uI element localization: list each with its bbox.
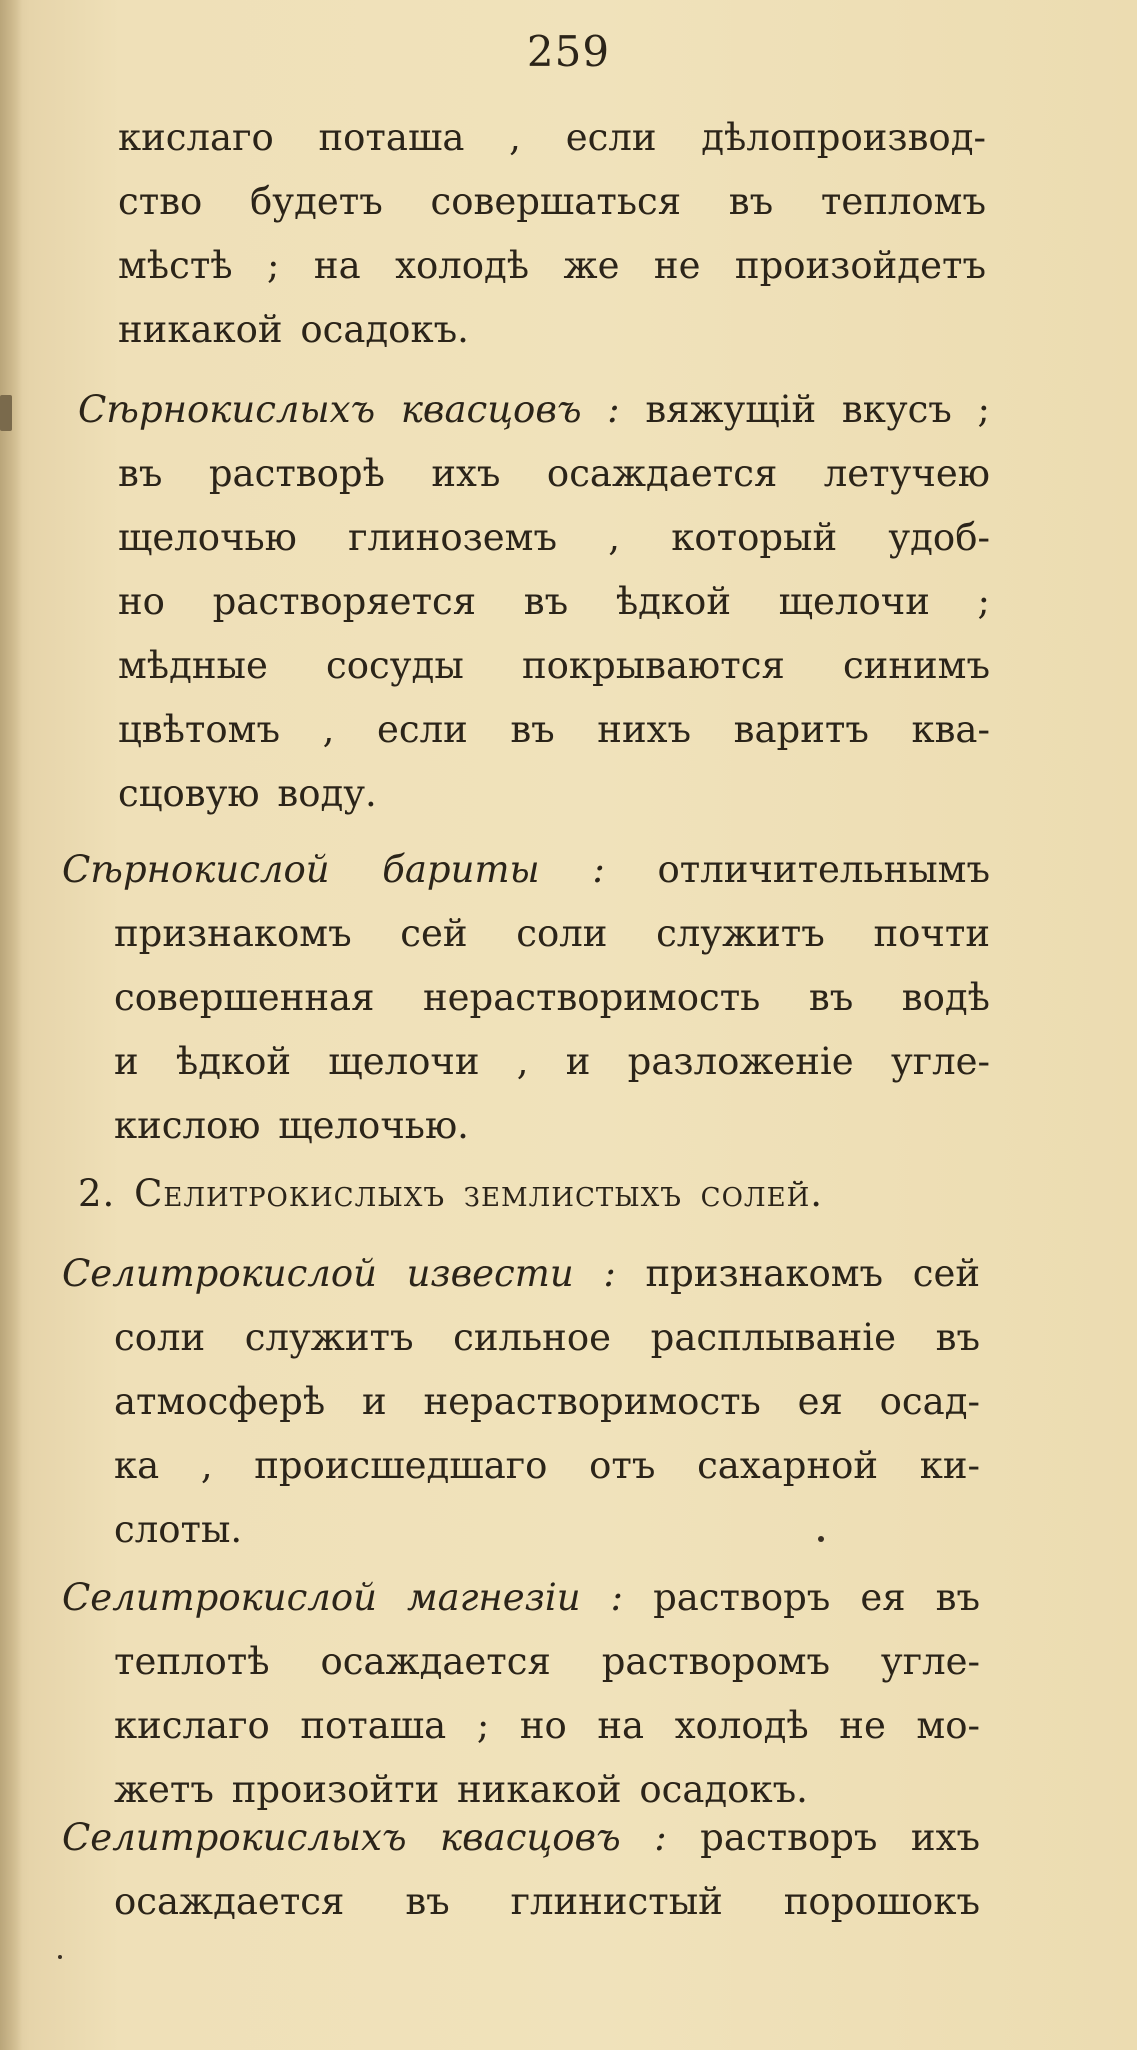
ink-speck — [58, 1955, 62, 1959]
text-line: признакомъ сей соли служитъ почти — [114, 912, 990, 955]
text-fragment: признакомъ сей — [645, 1252, 981, 1295]
text-line: соли служитъ сильное расплываніе въ — [114, 1316, 980, 1359]
term-label: Сѣрнокислыхъ квасцовъ : — [78, 388, 620, 431]
text-line: ка , происшедшаго отъ сахарной ки- — [114, 1444, 980, 1487]
text-line: теплотѣ осаждается растворомъ угле- — [114, 1640, 980, 1683]
paragraph-continuation — [118, 106, 986, 362]
text-line: атмосферѣ и нерастворимость ея осад- — [114, 1380, 980, 1423]
text-line: никакой осадокъ. — [118, 308, 469, 351]
text-line — [62, 1806, 980, 1870]
text-line — [62, 1566, 980, 1630]
text-line: совершенная нерастворимость въ водѣ — [114, 976, 990, 1019]
term-label: Селитрокислыхъ квасцовъ : — [62, 1816, 667, 1859]
text-fragment: отличительнымъ — [657, 848, 991, 891]
text-line: кислаго поташа , если дѣлопроизвод- — [118, 116, 986, 159]
text-line: щелочью глиноземъ , который удоб- — [118, 516, 990, 559]
ink-speck — [818, 1536, 824, 1542]
paragraph-nitrate-lime — [62, 1242, 980, 1562]
paragraph-nitrate-alum — [62, 1806, 980, 1934]
text-line: въ растворѣ ихъ осаждается летучею — [118, 452, 990, 495]
section-heading: 2. Селитрокислыхъ землистыхъ солей. — [78, 1172, 824, 1215]
text-line — [78, 378, 990, 442]
text-line: кислаго поташа ; но на холодѣ не мо- — [114, 1704, 980, 1747]
text-fragment: растворъ ихъ — [700, 1816, 980, 1859]
text-fragment: растворъ ея въ — [653, 1576, 980, 1619]
text-line — [62, 838, 990, 902]
text-fragment: вяжущій вкусъ ; — [645, 388, 990, 431]
text-line: и ѣдкой щелочи , и разложеніе угле- — [114, 1040, 990, 1083]
text-line: жетъ произойти никакой осадокъ. — [114, 1768, 808, 1811]
text-line: мѣстѣ ; на холодѣ же не произойдетъ — [118, 244, 986, 287]
spine-mark — [0, 395, 12, 431]
text-line — [62, 1242, 980, 1306]
text-line: ство будетъ совершаться въ тепломъ — [118, 180, 986, 223]
term-label: Сѣрнокислой бариты : — [62, 848, 605, 891]
text-line: слоты. — [114, 1508, 243, 1551]
text-line: сцовую воду. — [118, 772, 377, 815]
paragraph-sulfate-baryta — [62, 838, 990, 1158]
paragraph-nitrate-magnesia — [62, 1566, 980, 1822]
text-line: цвѣтомъ , если въ нихъ варитъ ква- — [118, 708, 990, 751]
term-label: Селитрокислой извести : — [62, 1252, 616, 1295]
text-line: кислою щелочью. — [114, 1104, 469, 1147]
text-line: осаждается въ глинистый порошокъ — [114, 1880, 980, 1923]
page-number: 259 — [526, 27, 611, 76]
book-spine-shadow — [0, 0, 22, 2050]
text-line: мѣдные сосуды покрываются синимъ — [118, 644, 990, 687]
text-line: но растворяется въ ѣдкой щелочи ; — [118, 580, 990, 623]
term-label: Селитрокислой магнезіи : — [62, 1576, 624, 1619]
paragraph-sulfate-alum — [78, 378, 990, 826]
